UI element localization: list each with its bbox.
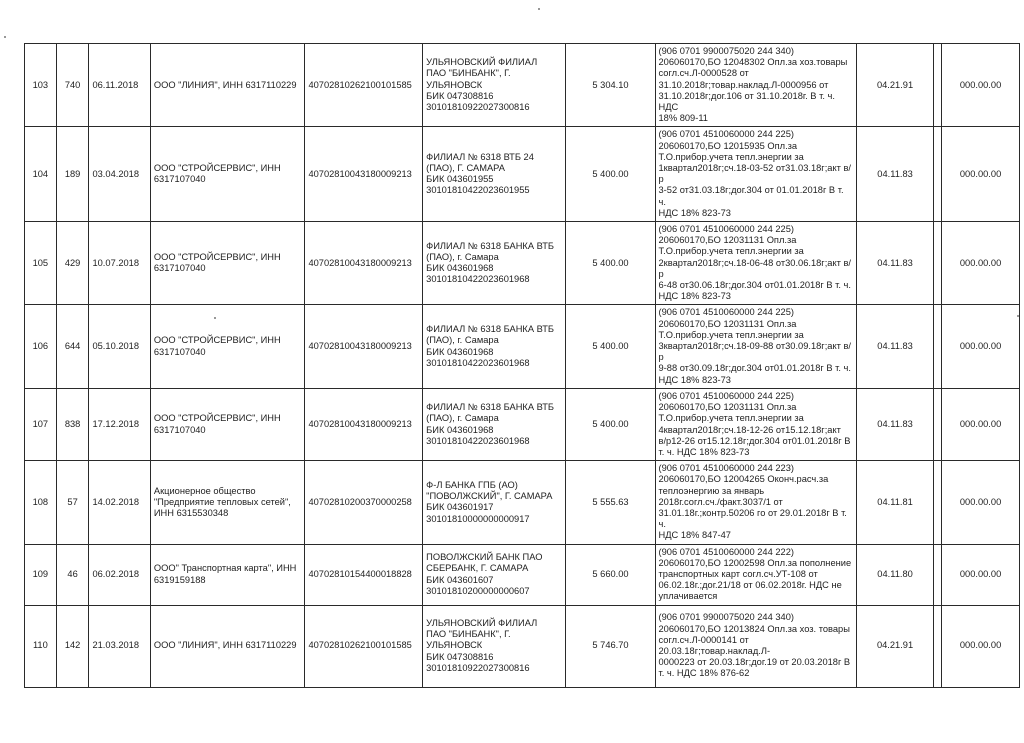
- row-number: 103: [25, 44, 57, 127]
- document-number: 57: [56, 461, 89, 544]
- budget-code: 04.11.83: [857, 305, 934, 388]
- document-number: 429: [56, 222, 89, 305]
- table-row: [25, 605, 1020, 687]
- payment-date: 14.02.2018: [89, 461, 150, 544]
- remainder-code: 000.00.00: [942, 222, 1020, 305]
- scan-speck: [214, 317, 216, 319]
- budget-code: 04.11.80: [857, 544, 934, 605]
- column-gap: [933, 222, 941, 305]
- table-row: [25, 544, 1020, 605]
- payee-account: 40702810200370000258: [305, 461, 423, 544]
- document-number: 142: [56, 605, 89, 687]
- column-gap: [933, 127, 941, 222]
- payment-amount: 5 555.63: [566, 461, 655, 544]
- remainder-code: 000.00.00: [942, 127, 1020, 222]
- payee-bank: ПОВОЛЖСКИЙ БАНК ПАО СБЕРБАНК, Г. САМАРА БИК 043601607 30101810200000000607: [423, 544, 566, 605]
- payment-purpose: (906 0701 4510060000 244 225) 206060170,БО 12031131 Опл.за Т.О.прибор.учета тепл.энергии за 3квартал2018г;сч.18-09-88 от30.09.18г;акт в/р 9-88 от30.09.18г;дог.304 от01.01.2018г В т. ч. НДС 18% 823-73: [655, 305, 857, 388]
- payment-date: 17.12.2018: [89, 388, 150, 460]
- payment-purpose: (906 0701 4510060000 244 223) 206060170,БО 12004265 Оконч.расч.за теплоэнергию за январь 2018г.согл.сч./факт.3037/1 от 31.01.18г.;контр.50206 го от 29.01.2018г В т. ч. НДС 18% 847-47: [655, 461, 857, 544]
- payment-purpose: (906 0701 9900075020 244 340) 206060170,БО 12013824 Опл.за хоз. товары согл.сч.Л-0000141 от 20.03.18г;товар.наклад.Л- 0000223 от 20.03.18г;дог.19 от 20.03.2018г В т. ч. НДС 18% 876-62: [655, 605, 857, 687]
- payment-date: 03.04.2018: [89, 127, 150, 222]
- payment-amount: 5 400.00: [566, 222, 655, 305]
- payee-account: 40702810043180009213: [305, 388, 423, 460]
- table-row: [25, 44, 1020, 127]
- row-number: 107: [25, 388, 57, 460]
- payment-amount: 5 660.00: [566, 544, 655, 605]
- payment-date: 10.07.2018: [89, 222, 150, 305]
- document-number: 838: [56, 388, 89, 460]
- budget-code: 04.11.83: [857, 388, 934, 460]
- document-number: 46: [56, 544, 89, 605]
- payee-bank: ФИЛИАЛ № 6318 БАНКА ВТБ (ПАО), г. Самара БИК 043601968 30101810422023601968: [423, 388, 566, 460]
- payee-name: ООО "СТРОЙСЕРВИС", ИНН 6317107040: [150, 388, 305, 460]
- payee-account: 40702810043180009213: [305, 222, 423, 305]
- remainder-code: 000.00.00: [942, 461, 1020, 544]
- budget-code: 04.21.91: [857, 605, 934, 687]
- remainder-code: 000.00.00: [942, 44, 1020, 127]
- payee-bank: УЛЬЯНОВСКИЙ ФИЛИАЛ ПАО "БИНБАНК", Г. УЛЬЯНОВСК БИК 047308816 30101810922027300816: [423, 44, 566, 127]
- column-gap: [933, 305, 941, 388]
- column-gap: [933, 544, 941, 605]
- budget-code: 04.11.81: [857, 461, 934, 544]
- payment-register-table: [24, 43, 1020, 688]
- remainder-code: 000.00.00: [942, 605, 1020, 687]
- budget-code: 04.11.83: [857, 222, 934, 305]
- table-row: [25, 222, 1020, 305]
- payee-name: ООО "СТРОЙСЕРВИС", ИНН 6317107040: [150, 222, 305, 305]
- payment-date: 06.11.2018: [89, 44, 150, 127]
- column-gap: [933, 388, 941, 460]
- payee-account: 40702810043180009213: [305, 305, 423, 388]
- column-gap: [933, 605, 941, 687]
- payee-bank: Ф-Л БАНКА ГПБ (АО) "ПОВОЛЖСКИЙ", Г. САМАРА БИК 043601917 30101810000000000917: [423, 461, 566, 544]
- column-gap: [933, 461, 941, 544]
- payment-amount: 5 400.00: [566, 127, 655, 222]
- document-number: 740: [56, 44, 89, 127]
- payee-account: 40702810262100101585: [305, 605, 423, 687]
- payment-purpose: (906 0701 9900075020 244 340) 206060170,БО 12048302 Опл.за хоз.товары согл.сч.Л-0000528 от 31.10.2018г;товар.наклад.Л-0000956 от 31.10.2018г;дог.106 от 31.10.2018г. В т. ч. НДС 18% 809-11: [655, 44, 857, 127]
- payment-purpose: (906 0701 4510060000 244 222) 206060170,БО 12002598 Опл.за пополнение транспортных карт согл.сч.УТ-108 от 06.02.18г.;дог.21/18 от 06.02.2018г. НДС не уплачивается: [655, 544, 857, 605]
- scan-speck: [4, 36, 6, 38]
- document-number: 189: [56, 127, 89, 222]
- payment-purpose: (906 0701 4510060000 244 225) 206060170,БО 12031131 Опл.за Т.О.прибор.учета тепл.энергии за 4квартал2018г;сч.18-12-26 от15.12.18г;акт в/р12-26 от15.12.18г;дог.304 от01.01.2018г В т. ч. НДС 18% 823-73: [655, 388, 857, 460]
- payee-account: 40702810154400018828: [305, 544, 423, 605]
- payment-register-sheet: [24, 43, 1020, 688]
- table-row: [25, 388, 1020, 460]
- document-number: 644: [56, 305, 89, 388]
- remainder-code: 000.00.00: [942, 544, 1020, 605]
- payment-purpose: (906 0701 4510060000 244 225) 206060170,БО 12015935 Опл.за Т.О.прибор.учета тепл.энергии за 1квартал2018г;сч.18-03-52 от31.03.18г;акт в/р 3-52 от31.03.18г;дог.304 от 01.01.2018г В т. ч. НДС 18% 823-73: [655, 127, 857, 222]
- budget-code: 04.21.91: [857, 44, 934, 127]
- payment-date: 06.02.2018: [89, 544, 150, 605]
- payee-bank: УЛЬЯНОВСКИЙ ФИЛИАЛ ПАО "БИНБАНК", Г. УЛЬЯНОВСК БИК 047308816 30101810922027300816: [423, 605, 566, 687]
- payee-name: ООО "ЛИНИЯ", ИНН 6317110229: [150, 44, 305, 127]
- column-gap: [933, 44, 941, 127]
- payee-account: 40702810043180009213: [305, 127, 423, 222]
- payment-date: 05.10.2018: [89, 305, 150, 388]
- payee-name: ООО "ЛИНИЯ", ИНН 6317110229: [150, 605, 305, 687]
- payee-bank: ФИЛИАЛ № 6318 ВТБ 24 (ПАО), Г. САМАРА БИК 043601955 30101810422023601955: [423, 127, 566, 222]
- payment-amount: 5 746.70: [566, 605, 655, 687]
- table-row: [25, 305, 1020, 388]
- remainder-code: 000.00.00: [942, 388, 1020, 460]
- row-number: 104: [25, 127, 57, 222]
- row-number: 108: [25, 461, 57, 544]
- payee-account: 40702810262100101585: [305, 44, 423, 127]
- payment-amount: 5 304.10: [566, 44, 655, 127]
- payee-name: ООО "СТРОЙСЕРВИС", ИНН 6317107040: [150, 127, 305, 222]
- payment-amount: 5 400.00: [566, 305, 655, 388]
- payee-name: Акционерное общество "Предприятие тепловых сетей", ИНН 6315530348: [150, 461, 305, 544]
- table-row: [25, 461, 1020, 544]
- remainder-code: 000.00.00: [942, 305, 1020, 388]
- row-number: 105: [25, 222, 57, 305]
- scan-speck: [1017, 315, 1019, 317]
- payment-amount: 5 400.00: [566, 388, 655, 460]
- payee-bank: ФИЛИАЛ № 6318 БАНКА ВТБ (ПАО), г. Самара БИК 043601968 30101810422023601968: [423, 222, 566, 305]
- budget-code: 04.11.83: [857, 127, 934, 222]
- row-number: 110: [25, 605, 57, 687]
- payee-name: ООО" Транспортная карта", ИНН 6319159188: [150, 544, 305, 605]
- scan-speck: [538, 8, 540, 10]
- payment-date: 21.03.2018: [89, 605, 150, 687]
- payee-name: ООО "СТРОЙСЕРВИС", ИНН 6317107040: [150, 305, 305, 388]
- payee-bank: ФИЛИАЛ № 6318 БАНКА ВТБ (ПАО), г. Самара БИК 043601968 30101810422023601968: [423, 305, 566, 388]
- row-number: 109: [25, 544, 57, 605]
- table-row: [25, 127, 1020, 222]
- payment-purpose: (906 0701 4510060000 244 225) 206060170,БО 12031131 Опл.за Т.О.прибор.учета тепл.энергии за 2квартал2018г;сч.18-06-48 от30.06.18г;акт в/р 6-48 от30.06.18г;дог.304 от01.01.2018г В т. ч. НДС 18% 823-73: [655, 222, 857, 305]
- row-number: 106: [25, 305, 57, 388]
